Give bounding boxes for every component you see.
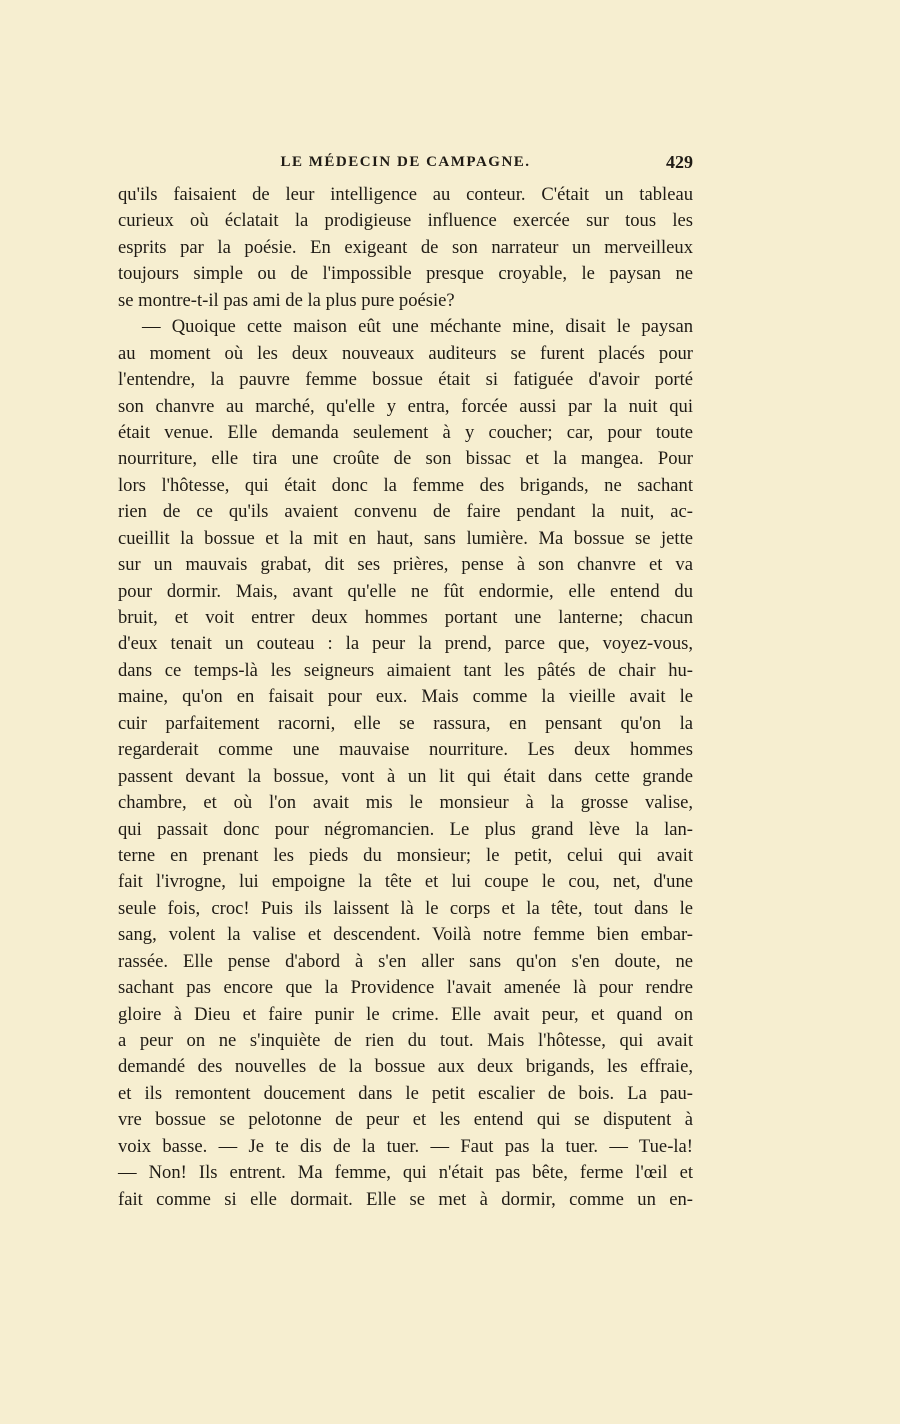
- text-line: bruit, et voit entrer deux hommes portant une lanterne; chacun: [118, 607, 693, 628]
- text-line: fait l'ivrogne, lui empoigne la tête et lui coupe le cou, net, d'une: [118, 871, 693, 893]
- text-line: lors l'hôtesse, qui était donc la femme des brigands, ne sachant: [118, 474, 693, 496]
- text-line: pour dormir. Mais, avant qu'elle ne fût endormie, elle entend du: [118, 580, 693, 602]
- text-line: sachant pas encore que la Providence l'avait amenée là pour rendre: [118, 977, 693, 999]
- text-line: son chanvre au marché, qu'elle y entra, forcée aussi par la nuit qui: [118, 395, 693, 417]
- text-line: demandé des nouvelles de la bossue aux deux brigands, les effraie,: [118, 1056, 693, 1078]
- text-line: qui passait donc pour négromancien. Le plus grand lève la lan-: [118, 818, 693, 840]
- text-line: — Quoique cette maison eût une méchante mine, disait le paysan: [142, 316, 693, 338]
- text-line: seule fois, croc! Puis ils laissent là le corps et la tête, tout dans le: [118, 897, 693, 919]
- text-line: a peur on ne s'inquiète de rien du tout. Mais l'hôtesse, qui avait: [118, 1030, 693, 1051]
- text-line: gloire à Dieu et faire punir le crime. Elle avait peur, et quand on: [118, 1003, 693, 1025]
- text-line: sur un mauvais grabat, dit ses prières, pense à son chanvre et va: [118, 554, 693, 576]
- text-line: cuir parfaitement racorni, elle se rassura, en pensant qu'on la: [118, 712, 693, 734]
- text-line: chambre, et où l'on avait mis le monsieur à la grosse valise,: [118, 792, 693, 814]
- text-line: dans ce temps-là les seigneurs aimaient tant les pâtés de chair hu-: [118, 659, 693, 681]
- page-header: [118, 152, 693, 176]
- text-line: qu'ils faisaient de leur intelligence au conteur. C'était un tableau: [118, 184, 693, 205]
- text-line: était venue. Elle demanda seulement à y coucher; car, pour toute: [118, 421, 693, 443]
- text-line: rien de ce qu'ils avaient convenu de faire pendant la nuit, ac-: [118, 501, 693, 523]
- text-line: d'eux tenait un couteau : la peur la prend, parce que, voyez-vous,: [118, 633, 693, 655]
- text-line: l'entendre, la pauvre femme bossue était si fatiguée d'avoir porté: [118, 369, 693, 391]
- running-title: LE MÉDECIN DE CAMPAGNE.: [280, 154, 531, 170]
- text-line: fait comme si elle dormait. Elle se met à dormir, comme un en-: [118, 1188, 693, 1210]
- text-line: nourriture, elle tira une croûte de son bissac et la mangea. Pour: [118, 448, 693, 470]
- text-line: rassée. Elle pense d'abord à s'en aller sans qu'on s'en doute, ne: [118, 950, 693, 972]
- text-line: — Non! Ils entrent. Ma femme, qui n'était pas bête, ferme l'œil et: [118, 1162, 693, 1184]
- text-line: cueillit la bossue et la mit en haut, sans lumière. Ma bossue se jette: [118, 527, 693, 549]
- text-line: maine, qu'on en faisait pour eux. Mais comme la vieille avait le: [118, 686, 693, 708]
- text-line: passent devant la bossue, vont à un lit qui était dans cette grande: [118, 765, 693, 787]
- text-line: esprits par la poésie. En exigeant de son narrateur un merveilleux: [118, 236, 693, 258]
- text-line: au moment où les deux nouveaux auditeurs se furent placés pour: [118, 342, 693, 364]
- text-line: vre bossue se pelotonne de peur et les entend qui se disputent à: [118, 1109, 693, 1131]
- text-line: terne en prenant les pieds du monsieur; le petit, celui qui avait: [118, 844, 693, 866]
- text-line: toujours simple ou de l'impossible presque croyable, le paysan ne: [118, 263, 693, 285]
- text-line: regarderait comme une mauvaise nourriture. Les deux hommes: [118, 739, 693, 761]
- text-line: et ils remontent doucement dans le petit escalier de bois. La pau-: [118, 1082, 693, 1104]
- body-text: [118, 182, 693, 1213]
- text-line: se montre-t-il pas ami de la plus pure poésie?: [118, 289, 455, 311]
- page-number: 429: [666, 152, 693, 172]
- text-line: voix basse. — Je te dis de la tuer. — Faut pas la tuer. — Tue-la!: [118, 1135, 693, 1157]
- text-line: curieux où éclatait la prodigieuse influence exercée sur tous les: [118, 210, 693, 232]
- text-line: sang, volent la valise et descendent. Voilà notre femme bien embar-: [118, 924, 693, 946]
